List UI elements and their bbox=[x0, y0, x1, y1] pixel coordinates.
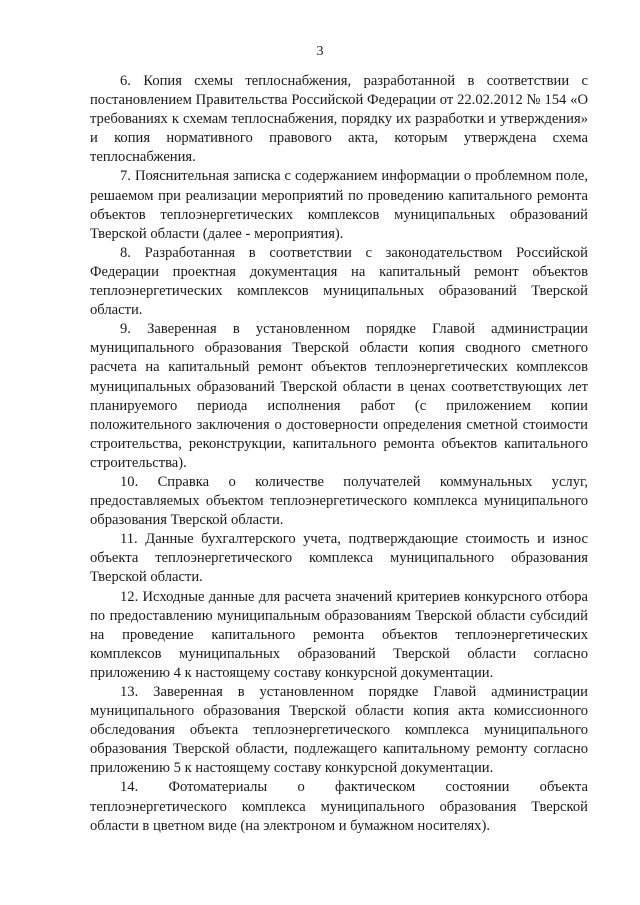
item-text: Пояснительная записка с содержанием информации о проблемном поле, решаемом при реализации мероприятий по проведению капитального ремонта объектов теплоэнергетических комплексов муниципальных образований Тверской области (далее - мероприятия). bbox=[90, 168, 588, 242]
item-number: 10. bbox=[120, 473, 139, 490]
item-text: Заверенная в установленном порядке Главой администрации муниципального образования Тверской области копия акта комиссионного обследования объекта теплоэнергетического комплекса муниципального образования Тверской области, подлежащего капитальному ремонту согласно приложению 5 к настоящему составу конкурсной документации. bbox=[90, 684, 588, 777]
item-number: 6. bbox=[120, 73, 131, 89]
list-item bbox=[90, 683, 588, 778]
item-number: 13. bbox=[120, 684, 139, 700]
item-number: 9. bbox=[120, 321, 131, 338]
item-number: 14. bbox=[120, 779, 139, 796]
item-text: Исходные данные для расчета значений критериев конкурсного отбора по предоставлению муниципальным образованиям Тверской области субсидий на проведение капитального ремонта объектов теплоэнергетических комплексов муниципальных образований Тверской области согласно приложению 4 к настоящему составу конкурсной документации. bbox=[90, 588, 588, 681]
item-text: Разработанная в соответствии с законодательством Российской Федерации проектная документация на капитальный ремонт объектов теплоэнергетических комплексов муниципальных образований Тверской области. bbox=[90, 244, 588, 319]
item-text: Справка о количестве получателей коммунальных услуг, предоставляемых объектом теплоэнергетического комплекса муниципального образования Тверской области. bbox=[90, 473, 588, 529]
list-item bbox=[90, 530, 588, 587]
item-number: 12. bbox=[120, 588, 139, 605]
list-item bbox=[90, 778, 588, 835]
item-number: 8. bbox=[120, 244, 131, 261]
list-item bbox=[90, 588, 588, 683]
item-text: Копия схемы теплоснабжения, разработанной в соответствии с постановлением Правительства Российской Федерации от 22.02.2012 № 154 «О требованиях к схемам теплоснабжения, порядку их разработки и утверждения» и копия нормативного правового акта, которым утверждена схема теплоснабжения. bbox=[90, 73, 588, 166]
page-number: 3 bbox=[316, 44, 324, 59]
item-number: 11. bbox=[120, 531, 138, 548]
document-body bbox=[90, 72, 588, 836]
item-text: Заверенная в установленном порядке Главой администрации муниципального образования Тверской области копия сводного сметного расчета на капитальный ремонт объектов теплоэнергетических комплексов муниципальных образований Тверской области в ценах соответствующих лет планируемого периода исполнения работ (с приложением копии положительного заключения о достоверности определения сметной стоимости строительства, реконструкции, капитального ремонта объектов капитального строительства). bbox=[90, 321, 588, 471]
list-item bbox=[90, 167, 588, 243]
item-text: Фотоматериалы о фактическом состоянии объекта теплоэнергетического комплекса муниципального образования Тверской области в цветном виде (на электроном и бумажном носителях). bbox=[90, 779, 588, 834]
list-item bbox=[90, 72, 588, 167]
list-item bbox=[90, 320, 588, 473]
list-item bbox=[90, 244, 588, 320]
item-number: 7. bbox=[120, 168, 131, 185]
list-item bbox=[90, 473, 588, 530]
item-text: Данные бухгалтерского учета, подтверждающие стоимость и износ объекта теплоэнергетического комплекса муниципального образования Тверской области. bbox=[90, 531, 588, 586]
